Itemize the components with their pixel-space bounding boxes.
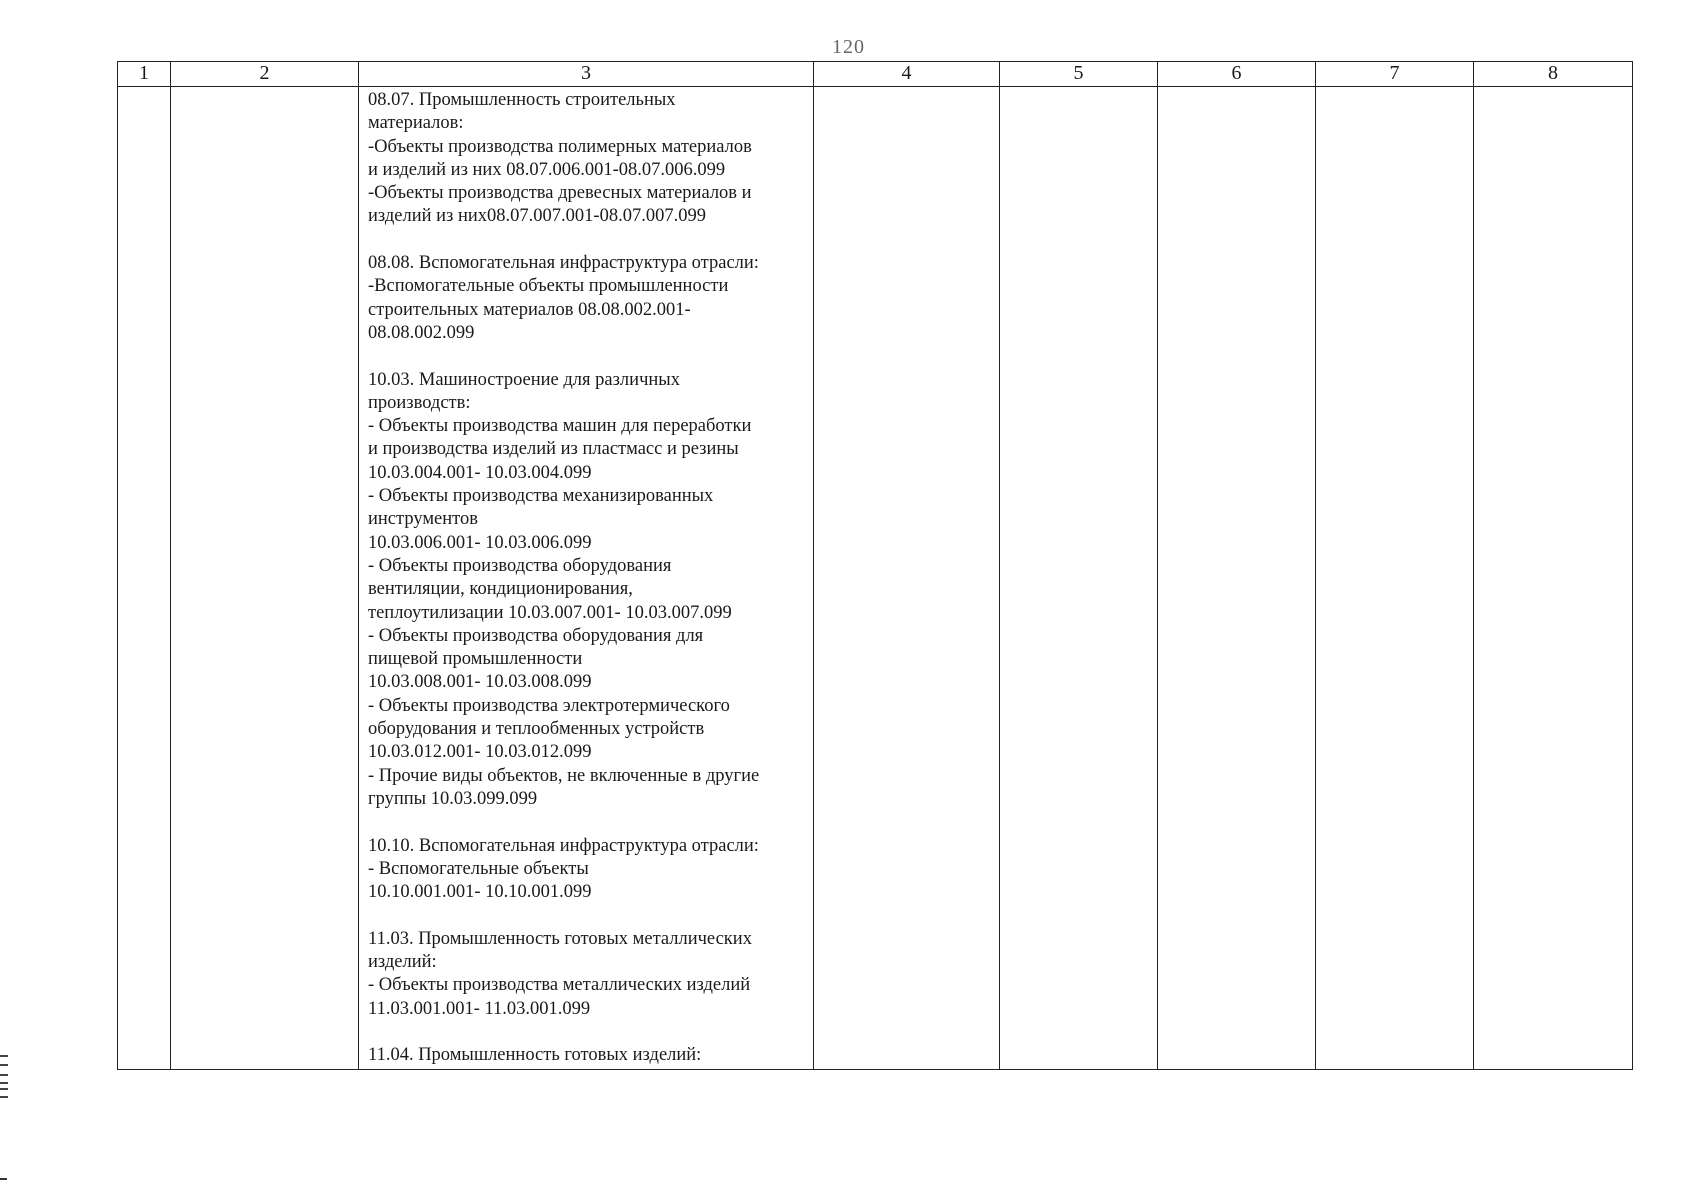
- section-08-08: [368, 252, 805, 345]
- text-line: материалов:: [368, 113, 464, 134]
- section-08-07: [368, 89, 805, 229]
- section-11-04: [368, 1044, 805, 1067]
- margin-mark: [0, 1096, 8, 1098]
- margin-mark-bottom: [0, 1178, 7, 1180]
- margin-mark: [0, 1074, 8, 1076]
- cell-col-4: [814, 87, 1000, 1070]
- header-col-6: 6: [1158, 62, 1316, 87]
- cell-col-1: [118, 87, 171, 1070]
- text-line: - Объекты производства электротермического: [368, 695, 730, 716]
- margin-mark: [0, 1064, 8, 1066]
- text-line: производств:: [368, 392, 471, 413]
- cell-col-8: [1474, 87, 1633, 1070]
- cell-col-5: [1000, 87, 1158, 1070]
- section-10-03: [368, 369, 805, 812]
- header-row: [118, 62, 1633, 87]
- margin-mark: [0, 1088, 8, 1090]
- text-line: - Прочие виды объектов, не включенные в другие: [368, 765, 760, 786]
- page-number: 120: [832, 36, 865, 58]
- text-line: 10.03.004.001- 10.03.004.099: [368, 462, 592, 483]
- text-line: вентиляции, кондиционирования,: [368, 579, 633, 600]
- text-line: оборудования и теплообменных устройств: [368, 719, 705, 740]
- text-line: 10.10. Вспомогательная инфраструктура отрасли:: [368, 835, 759, 856]
- text-line: 11.04. Промышленность готовых изделий:: [368, 1045, 702, 1066]
- cell-col-6: [1158, 87, 1316, 1070]
- text-line: -Объекты производства полимерных материалов: [368, 136, 752, 157]
- text-line: и изделий из них 08.07.006.001-08.07.006.099: [368, 159, 726, 180]
- cell-col-2: [171, 87, 359, 1070]
- text-line: 11.03. Промышленность готовых металлических: [368, 928, 752, 949]
- text-line: - Объекты производства оборудования: [368, 555, 672, 576]
- text-line: - Объекты производства металлических изделий: [368, 975, 751, 996]
- section-10-10: [368, 835, 805, 905]
- text-line: -Вспомогательные объекты промышленности: [368, 276, 729, 297]
- header-col-4: 4: [814, 62, 1000, 87]
- text-line: пищевой промышленности: [368, 649, 583, 670]
- section-11-03: [368, 928, 805, 1021]
- text-line: строительных материалов 08.08.002.001-: [368, 299, 691, 320]
- text-line: 10.03. Машиностроение для различных: [368, 369, 680, 390]
- text-line: - Объекты производства машин для переработки: [368, 416, 752, 437]
- text-line: изделий из них08.07.007.001-08.07.007.099: [368, 206, 706, 227]
- text-line: 10.03.012.001- 10.03.012.099: [368, 742, 592, 763]
- margin-mark: [0, 1082, 8, 1084]
- text-line: изделий:: [368, 951, 437, 972]
- text-line: -Объекты производства древесных материалов и: [368, 183, 752, 204]
- text-line: 10.03.008.001- 10.03.008.099: [368, 672, 592, 693]
- text-line: группы 10.03.099.099: [368, 788, 538, 809]
- text-line: 10.03.006.001- 10.03.006.099: [368, 532, 592, 553]
- text-line: 10.10.001.001- 10.10.001.099: [368, 882, 592, 903]
- text-line: - Вспомогательные объекты: [368, 858, 589, 879]
- cell-col-3: [359, 87, 814, 1070]
- text-line: 08.08.002.099: [368, 322, 475, 343]
- header-col-8: 8: [1474, 62, 1633, 87]
- text-line: - Объекты производства оборудования для: [368, 625, 704, 646]
- header-col-5: 5: [1000, 62, 1158, 87]
- table-row: [118, 87, 1633, 1070]
- text-line: - Объекты производства механизированных: [368, 486, 714, 507]
- document-table: [117, 61, 1633, 1070]
- text-line: и производства изделий из пластмасс и резины: [368, 439, 739, 460]
- margin-mark: [0, 1055, 8, 1057]
- text-line: 08.07. Промышленность строительных: [368, 90, 676, 110]
- text-line: теплоутилизации 10.03.007.001- 10.03.007.099: [368, 602, 732, 623]
- header-col-2: 2: [171, 62, 359, 87]
- header-col-7: 7: [1316, 62, 1474, 87]
- header-col-1: 1: [118, 62, 171, 87]
- text-line: инструментов: [368, 509, 478, 530]
- text-line: 08.08. Вспомогательная инфраструктура отрасли:: [368, 253, 759, 274]
- cell-col-7: [1316, 87, 1474, 1070]
- header-col-3: 3: [359, 62, 814, 87]
- text-line: 11.03.001.001- 11.03.001.099: [368, 998, 591, 1019]
